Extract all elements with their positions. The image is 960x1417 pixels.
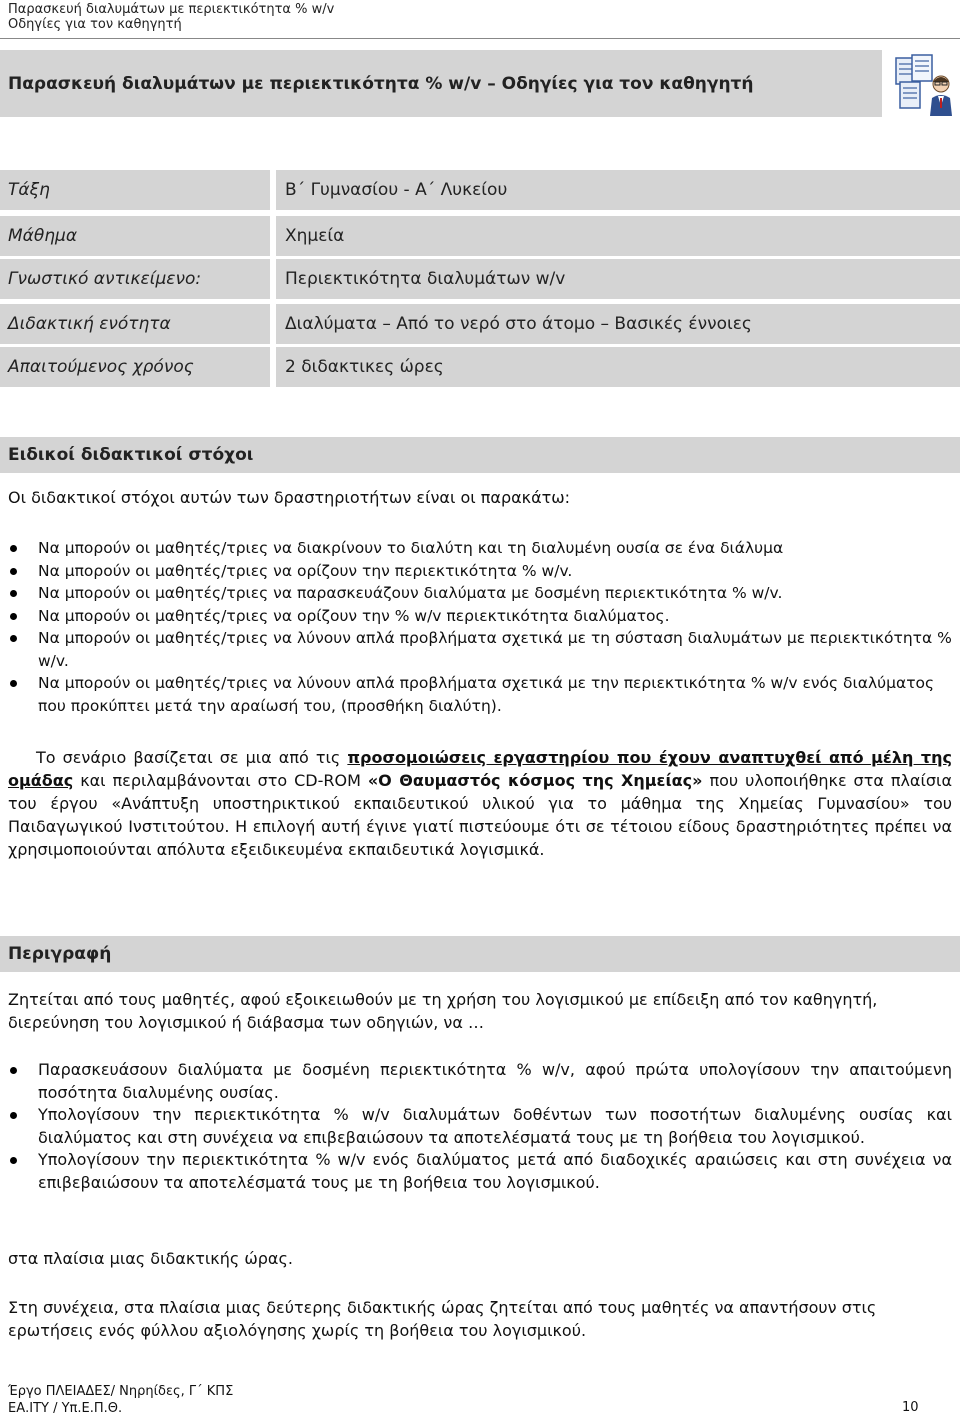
list-item (0, 1104, 960, 1149)
footer-project: Έργο ΠΛΕΙΑΔΕΣ/ Νηρηίδες, Γ΄ ΚΠΣ (8, 1384, 234, 1399)
info-row-class (0, 170, 960, 210)
info-value: Χημεία (276, 216, 960, 256)
list-item (0, 1149, 960, 1194)
objective-text: Να μπορούν οι μαθητές/τριες να ορίζουν την περιεκτικότητα % w/v. (38, 561, 573, 580)
description-heading: Περιγραφή (0, 936, 960, 972)
task-text: Παρασκευάσουν διαλύματα με δοσμένη περιεκτικότητα % w/v, αφού πρώτα υπολογίσουν την απαιτούμενη ποσότητα διαλυμένης ουσίας. (38, 1060, 952, 1102)
footer (8, 1383, 233, 1417)
title-banner (0, 50, 882, 117)
objectives-heading: Ειδικοί διδακτικοί στόχοι (0, 437, 960, 473)
objective-text: Να μπορούν οι μαθητές/τριες να λύνουν απλά προβλήματα σχετικά με την περιεκτικότητα % w/v ενός διαλύματος που προκύπτει μετά την αραίωσή του, (προσθήκη διαλύτη). (38, 674, 935, 715)
running-header-line1: Παρασκευή διαλυμάτων με περιεκτικότητα % w/v (8, 2, 335, 17)
description-next: Στη συνέχεια, στα πλαίσια μιας δεύτερης διδακτικής ώρας ζητείται από τους μαθητές να απαντήσουν στις ερωτήσεις ενός φύλλου αξιολόγησης χωρίς τη βοήθεια του λογισμικού. (8, 1298, 877, 1340)
scenario-paragraph (8, 746, 952, 861)
list-item (0, 582, 960, 605)
info-value: 2 διδακτικες ώρες (276, 347, 960, 387)
footer-org: ΕΑ.ΙΤΥ / Υπ.Ε.Π.Θ. (8, 1401, 123, 1416)
page-title: Παρασκευή διαλυμάτων με περιεκτικότητα % w/v – Οδηγίες για τον καθηγητή (8, 73, 754, 94)
list-item (0, 1059, 960, 1104)
scenario-emphasis: προσομοιώσεις εργαστηρίου που έχουν αναπτυχθεί από μέλη της ομάδας (8, 748, 953, 790)
list-item (0, 605, 960, 628)
info-label: Τάξη (0, 170, 270, 210)
objectives-intro: Οι διδακτικοί στόχοι αυτών των δραστηριοτήτων είναι οι παρακάτω: (8, 488, 571, 507)
teacher-documents-icon (894, 54, 956, 118)
description-list (0, 1059, 960, 1194)
scenario-text: που υλοποιήθηκε στα πλαίσια του έργου «Ανάπτυξη υποστηρικτικού εκπαιδευτικού υλικού για το μάθημα της Χημείας Γυμνασίου» του Παιδαγωγικού Ινστιτούτου. Η επιλογή αυτή έγινε γιατί πιστεύουμε ότι σε τέτοιου είδους δραστηριότητες πρέπει να χρησιμοποιούνται απόλυτα εξειδικευμένα εκπαιδευτικά λογισμικά. (8, 771, 952, 859)
info-label: Διδακτική ενότητα (0, 304, 270, 344)
list-item (0, 672, 960, 717)
info-value: Διαλύματα – Από το νερό στο άτομο – Βασικές έννοιες (276, 304, 960, 344)
list-item (0, 560, 960, 583)
running-header (8, 2, 334, 32)
info-value: Β΄ Γυμνασίου - Α΄ Λυκείου (276, 170, 960, 210)
info-label: Απαιτούμενος χρόνος (0, 347, 270, 387)
objective-text: Να μπορούν οι μαθητές/τριες να παρασκευάζουν διαλύματα με δοσμένη περιεκτικότητα % w/v. (38, 584, 783, 602)
info-label: Γνωστικό αντικείμενο: (0, 259, 270, 299)
task-text: Υπολογίσουν την περιεκτικότητα % w/v διαλυμάτων δοθέντων των ποσοτήτων διαλυμένης ουσίας και διαλύματος και στη συνέχεια να επιβεβαιώσουν τα αποτελέσματά τους με τη βοήθεια του λογισμικού. (38, 1105, 952, 1147)
task-text: Υπολογίσουν την περιεκτικότητα % w/v ενός διαλύματος μετά από διαδοχικές αραιώσεις και στη συνέχεια να επιβεβαιώσουν τα αποτελέσματά τους με τη βοήθεια του λογισμικού. (38, 1150, 952, 1192)
info-value: Περιεκτικότητα διαλυμάτων w/v (276, 259, 960, 299)
cdrom-title: «Ο Θαυμαστός κόσμος της Χημείας» (367, 771, 703, 790)
objectives-list (0, 537, 960, 717)
info-row-subject (0, 216, 960, 256)
list-item (0, 537, 960, 560)
description-after: στα πλαίσια μιας διδακτικής ώρας. (8, 1249, 293, 1268)
info-row-time (0, 347, 960, 387)
info-row-unit (0, 304, 960, 344)
page-number: 10 (902, 1400, 919, 1415)
list-item (0, 627, 960, 672)
info-label: Μάθημα (0, 216, 270, 256)
objective-text: Να μπορούν οι μαθητές/τριες να διακρίνουν το διαλύτη και τη διαλυμένη ουσία σε ένα διάλυμα (38, 539, 784, 557)
objective-text: Να μπορούν οι μαθητές/τριες να ορίζουν την % w/v περιεκτικότητα διαλύματος. (38, 606, 670, 625)
info-row-topic (0, 259, 960, 299)
header-divider (0, 38, 960, 39)
running-header-line2: Οδηγίες για τον καθηγητή (8, 17, 182, 32)
description-intro: Ζητείται από τους μαθητές, αφού εξοικειωθούν με τη χρήση του λογισμικού με επίδειξη από τον καθηγητή, διερεύνηση του λογισμικού ή διάβασμα των οδηγιών, να … (8, 990, 878, 1032)
objective-text: Να μπορούν οι μαθητές/τριες να λύνουν απλά προβλήματα σχετικά με τη σύσταση διαλυμάτων με περιεκτικότητα % w/v. (38, 629, 952, 670)
scenario-text: και περιλαμβάνονται στο CD-ROM (73, 771, 368, 790)
scenario-text: Το σενάριο βασίζεται σε μια από τις (36, 748, 348, 767)
